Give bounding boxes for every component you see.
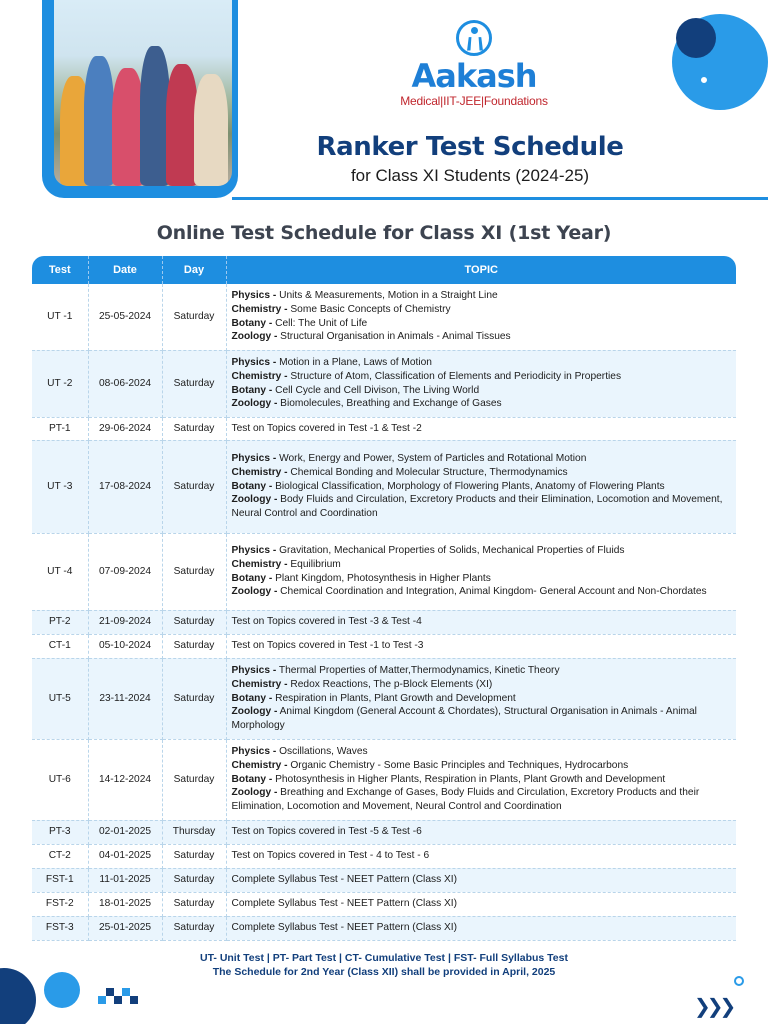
date-cell: 08-06-2024 — [88, 350, 162, 417]
topic-text: Chemical Coordination and Integration, Animal Kingdom- General Account and Non-Chordates — [277, 586, 707, 598]
topic-text: Complete Syllabus Test - NEET Pattern (Class XI) — [231, 898, 458, 910]
topic-text: Photosynthesis in Higher Plants, Respiration in Plants, Plant Growth and Development — [272, 773, 666, 785]
forward-arrows-icon: ❯❯❯ — [694, 994, 733, 1018]
subject-label: Chemistry - — [231, 466, 288, 478]
subject-label: Physics - — [231, 453, 277, 465]
column-header-day: Day — [162, 256, 226, 284]
subject-label: Chemistry - — [231, 558, 288, 570]
topic-line — [232, 921, 732, 935]
page-subtitle: for Class XI Students (2024-25) — [350, 166, 590, 185]
topic-cell — [226, 610, 736, 634]
topic-line — [232, 558, 732, 572]
subject-label: Botany - — [231, 317, 273, 329]
topic-cell — [226, 844, 736, 868]
topic-line — [232, 692, 732, 706]
table-row — [32, 440, 736, 533]
topic-cell — [226, 634, 736, 658]
test-cell: UT -4 — [32, 533, 88, 610]
topic-cell — [226, 533, 736, 610]
section-heading: Online Test Schedule for Class XI (1st Year) — [156, 222, 612, 244]
test-cell: PT-3 — [32, 820, 88, 844]
topic-text: Cell: The Unit of Life — [272, 317, 368, 329]
decor-circle-dark — [676, 18, 716, 58]
subject-label: Physics - — [231, 545, 277, 557]
date-cell: 23-11-2024 — [88, 658, 162, 739]
topic-text: Some Basic Concepts of Chemistry — [287, 304, 451, 316]
table-row — [32, 417, 736, 440]
topic-line — [232, 572, 732, 586]
column-header-test: Test — [32, 256, 88, 284]
topic-line — [232, 384, 732, 398]
schedule-table-body — [32, 284, 736, 940]
test-cell: FST-3 — [32, 916, 88, 940]
topic-line — [232, 585, 732, 599]
date-cell: 17-08-2024 — [88, 440, 162, 533]
day-cell: Saturday — [162, 892, 226, 916]
subject-label: Chemistry - — [231, 678, 288, 690]
table-row — [32, 868, 736, 892]
topic-line — [232, 897, 732, 911]
topic-cell — [226, 284, 736, 350]
table-row — [32, 284, 736, 350]
day-cell: Saturday — [162, 417, 226, 440]
page-title: Ranker Test Schedule — [316, 132, 624, 162]
day-cell: Saturday — [162, 610, 226, 634]
subject-label: Botany - — [231, 773, 273, 785]
footer-legend-block — [0, 951, 768, 979]
date-cell: 21-09-2024 — [88, 610, 162, 634]
topic-text: Chemical Bonding and Molecular Structure, Thermodynamics — [287, 466, 568, 478]
column-header-date: Date — [88, 256, 162, 284]
topic-line — [232, 493, 732, 520]
decor-ring-footer — [734, 976, 744, 986]
subject-label: Botany - — [231, 480, 273, 492]
topic-line — [232, 705, 732, 732]
day-cell: Saturday — [162, 739, 226, 820]
topic-text: Work, Energy and Power, System of Particles and Rotational Motion — [276, 453, 587, 465]
subject-label: Zoology - — [231, 331, 278, 343]
topic-line — [232, 330, 732, 344]
subject-label: Physics - — [231, 357, 277, 369]
brand-name: Aakash — [411, 57, 537, 95]
subject-label: Physics - — [231, 746, 277, 758]
subject-label: Zoology - — [231, 706, 278, 718]
topic-line — [232, 849, 732, 863]
topic-text: Plant Kingdom, Photosynthesis in Higher Plants — [272, 572, 491, 584]
date-cell: 18-01-2025 — [88, 892, 162, 916]
topic-text: Breathing and Exchange of Gases, Body Fluids and Circulation, Excretory Products and their Elimination, Locomotion and Movement, Neural Control and Coordination — [231, 787, 700, 813]
topic-line — [232, 544, 732, 558]
test-cell: UT-5 — [32, 658, 88, 739]
decor-circle-footer-blue — [44, 972, 80, 1008]
topic-text: Oscillations, Waves — [276, 746, 368, 758]
topic-text: Organic Chemistry - Some Basic Principles and Techniques, Hydrocarbons — [287, 759, 629, 771]
date-cell: 05-10-2024 — [88, 634, 162, 658]
subject-label: Zoology - — [231, 494, 278, 506]
topic-text: Units & Measurements, Motion in a Straight Line — [276, 290, 498, 302]
table-row — [32, 658, 736, 739]
topic-line — [232, 664, 732, 678]
topic-line — [232, 397, 732, 411]
abbreviation-legend: UT- Unit Test | PT- Part Test | CT- Cumulative Test | FST- Full Syllabus Test — [199, 952, 568, 964]
day-cell: Saturday — [162, 844, 226, 868]
test-cell: UT -3 — [32, 440, 88, 533]
topic-text: Complete Syllabus Test - NEET Pattern (Class XI) — [231, 874, 458, 886]
subject-label: Botany - — [231, 572, 273, 584]
subject-label: Chemistry - — [231, 304, 288, 316]
subject-label: Chemistry - — [231, 759, 288, 771]
topic-text: Complete Syllabus Test - NEET Pattern (Class XI) — [231, 922, 458, 934]
table-row — [32, 634, 736, 658]
topic-line — [232, 480, 732, 494]
class-xii-note: The Schedule for 2nd Year (Class XII) shall be provided in April, 2025 — [212, 966, 556, 978]
day-cell: Saturday — [162, 634, 226, 658]
topic-cell — [226, 739, 736, 820]
date-cell: 14-12-2024 — [88, 739, 162, 820]
day-cell: Saturday — [162, 440, 226, 533]
test-cell: PT-1 — [32, 417, 88, 440]
date-cell: 02-01-2025 — [88, 820, 162, 844]
decor-checker-pattern — [98, 988, 138, 1004]
subject-label: Zoology - — [231, 787, 278, 799]
subject-label: Zoology - — [231, 398, 278, 410]
topic-line — [232, 303, 732, 317]
subject-label: Botany - — [231, 692, 273, 704]
test-cell: UT-6 — [32, 739, 88, 820]
day-cell: Saturday — [162, 868, 226, 892]
date-cell: 11-01-2025 — [88, 868, 162, 892]
date-cell: 25-05-2024 — [88, 284, 162, 350]
topic-text: Biological Classification, Morphology of Flowering Plants, Anatomy of Flowering Plants — [272, 480, 665, 492]
topic-cell — [226, 658, 736, 739]
table-row — [32, 610, 736, 634]
day-cell: Saturday — [162, 533, 226, 610]
topic-line — [232, 639, 732, 653]
test-cell: FST-2 — [32, 892, 88, 916]
topic-text: Test on Topics covered in Test -1 to Test -3 — [231, 640, 424, 652]
table-row — [32, 820, 736, 844]
brand-logo — [394, 20, 554, 108]
subject-label: Botany - — [231, 384, 273, 396]
topic-line — [232, 745, 732, 759]
topic-line — [232, 317, 732, 331]
topic-cell — [226, 440, 736, 533]
topic-text: Redox Reactions, The p-Block Elements (XI) — [287, 678, 493, 690]
test-cell: UT -2 — [32, 350, 88, 417]
topic-line — [232, 825, 732, 839]
table-row — [32, 350, 736, 417]
header-divider — [232, 197, 768, 200]
table-header-row — [32, 256, 736, 284]
topic-line — [232, 356, 732, 370]
topic-cell — [226, 868, 736, 892]
table-row — [32, 916, 736, 940]
topic-line — [232, 452, 732, 466]
topic-line — [232, 773, 732, 787]
topic-text: Body Fluids and Circulation, Excretory Products and their Elimination, Locomotion and Movement, Neural Control and Coordination — [231, 494, 723, 520]
day-cell: Saturday — [162, 658, 226, 739]
day-cell: Saturday — [162, 350, 226, 417]
topic-text: Test on Topics covered in Test -3 & Test -4 — [231, 616, 422, 628]
students-photo — [54, 0, 232, 186]
day-cell: Saturday — [162, 284, 226, 350]
topic-text: Structural Organisation in Animals - Animal Tissues — [277, 331, 511, 343]
topic-line — [232, 759, 732, 773]
topic-text: Test on Topics covered in Test -5 & Test -6 — [231, 826, 422, 838]
test-cell: FST-1 — [32, 868, 88, 892]
test-cell: CT-1 — [32, 634, 88, 658]
topic-text: Motion in a Plane, Laws of Motion — [276, 357, 432, 369]
topic-text: Test on Topics covered in Test -1 & Test -2 — [231, 422, 422, 434]
topic-cell — [226, 417, 736, 440]
topic-line — [232, 615, 732, 629]
topic-cell — [226, 892, 736, 916]
topic-text: Thermal Properties of Matter,Thermodynamics, Kinetic Theory — [276, 665, 560, 677]
topic-text: Gravitation, Mechanical Properties of Solids, Mechanical Properties of Fluids — [276, 545, 625, 557]
topic-text: Animal Kingdom (General Account & Chordates), Structural Organisation in Animals - Animal Morphology — [231, 706, 697, 732]
subject-label: Physics - — [231, 290, 277, 302]
topic-line — [232, 873, 732, 887]
day-cell: Saturday — [162, 916, 226, 940]
topic-line — [232, 370, 732, 384]
topic-cell — [226, 820, 736, 844]
date-cell: 29-06-2024 — [88, 417, 162, 440]
topic-cell — [226, 350, 736, 417]
decor-ring — [698, 74, 710, 86]
date-cell: 04-01-2025 — [88, 844, 162, 868]
table-row — [32, 844, 736, 868]
column-header-topic: TOPIC — [226, 256, 736, 284]
table-row — [32, 533, 736, 610]
topic-text: Biomolecules, Breathing and Exchange of Gases — [277, 398, 502, 410]
table-row — [32, 739, 736, 820]
date-cell: 25-01-2025 — [88, 916, 162, 940]
test-cell: CT-2 — [32, 844, 88, 868]
test-cell: UT -1 — [32, 284, 88, 350]
topic-text: Test on Topics covered in Test - 4 to Test - 6 — [231, 850, 430, 862]
topic-text: Cell Cycle and Cell Divison, The Living World — [272, 384, 480, 396]
aakash-logo-icon — [456, 20, 492, 56]
topic-cell — [226, 916, 736, 940]
subject-label: Physics - — [231, 665, 277, 677]
topic-line — [232, 466, 732, 480]
topic-line — [232, 422, 732, 436]
topic-text: Equilibrium — [287, 558, 341, 570]
subject-label: Chemistry - — [231, 370, 288, 382]
schedule-table — [32, 256, 736, 941]
topic-text: Structure of Atom, Classification of Elements and Periodicity in Properties — [287, 370, 622, 382]
table-row — [32, 892, 736, 916]
topic-line — [232, 786, 732, 813]
brand-tagline: Medical|IIT-JEE|Foundations — [400, 94, 548, 108]
test-cell: PT-2 — [32, 610, 88, 634]
day-cell: Thursday — [162, 820, 226, 844]
topic-text: Respiration in Plants, Plant Growth and Development — [272, 692, 516, 704]
date-cell: 07-09-2024 — [88, 533, 162, 610]
subject-label: Zoology - — [231, 586, 278, 598]
topic-line — [232, 678, 732, 692]
topic-line — [232, 289, 732, 303]
